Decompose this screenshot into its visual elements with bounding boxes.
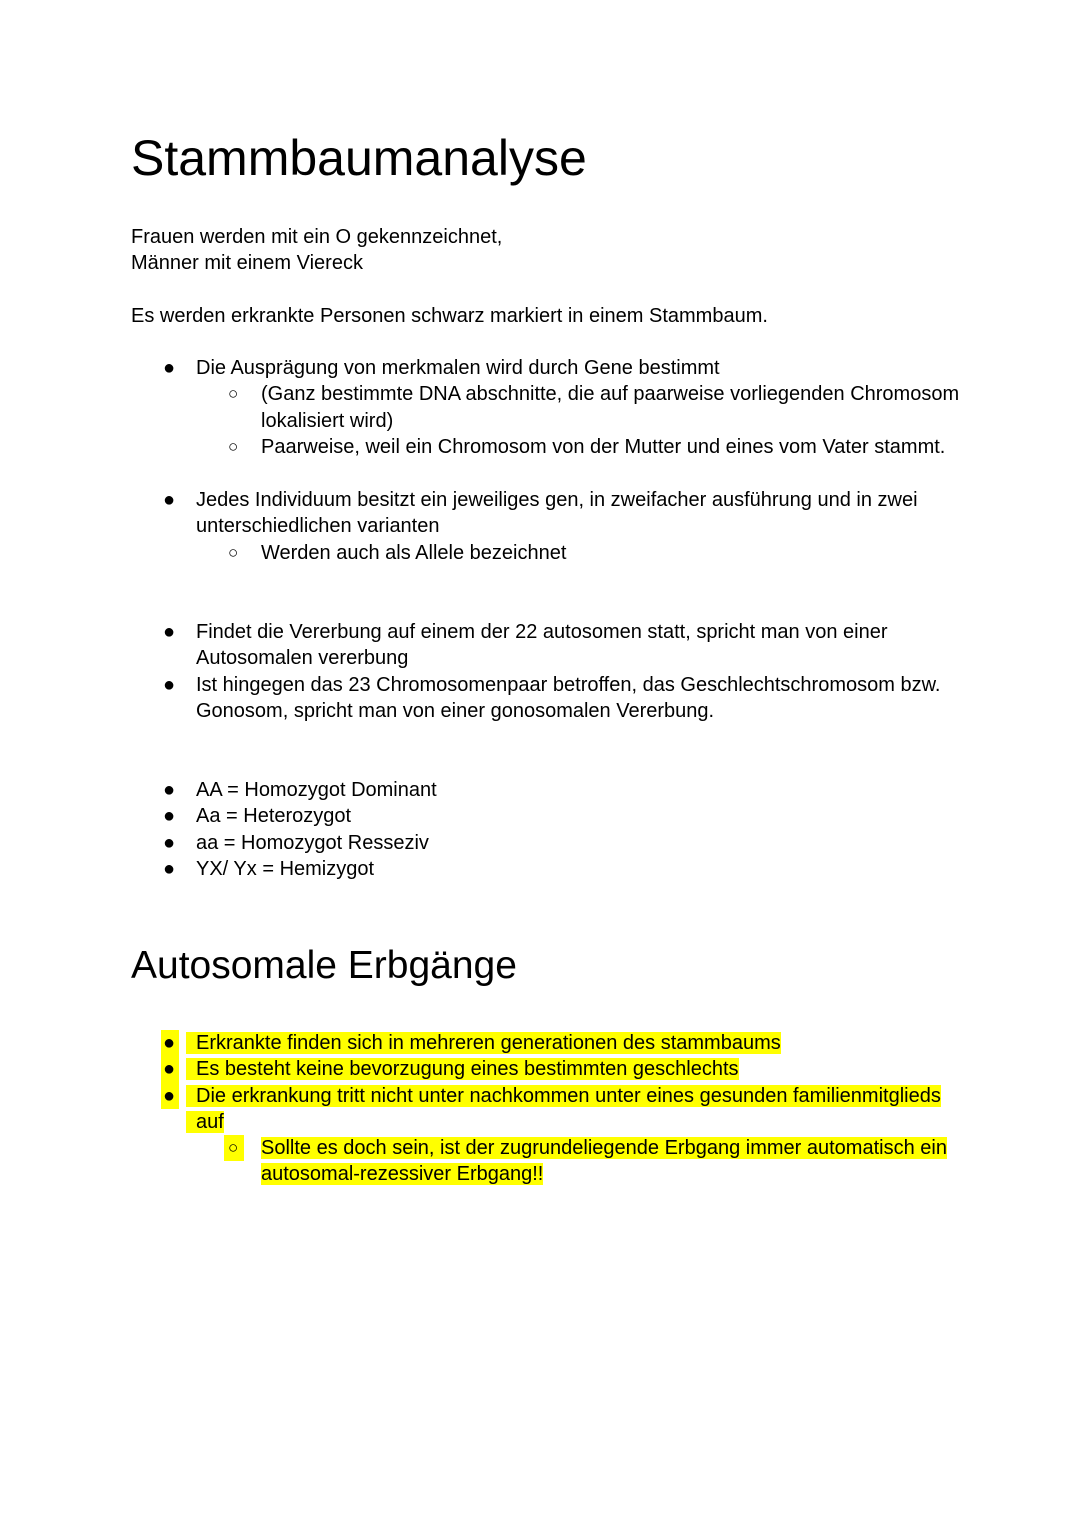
- bullet-icon: ●: [161, 1083, 179, 1109]
- list-item: [131, 355, 961, 460]
- sub-bullet-icon: ○: [224, 1135, 244, 1161]
- intro-line-2: Männer mit einem Viereck: [131, 252, 363, 275]
- list-item: [131, 856, 961, 882]
- inheritance-list: [131, 619, 961, 724]
- list-item-text: Die erkrankung tritt nicht unter nachkommen unter eines gesunden familienmitglieds auf: [186, 1085, 941, 1133]
- list-item-text: Aa = Heterozygot: [196, 805, 352, 828]
- list-item: [131, 1056, 961, 1082]
- intro-paragraph-2: [131, 303, 768, 329]
- sub-list-item: [196, 1135, 961, 1188]
- list-item-text: Jedes Individuum besitzt ein jeweiliges gen, in zweifacher ausführung und in zwei unterschiedlichen varianten: [196, 489, 918, 538]
- bullet-icon: ●: [161, 1056, 179, 1082]
- sub-list-item-text: Sollte es doch sein, ist der zugrundeliegende Erbgang immer automatisch ein autosomal-rezessiver Erbgang!!: [261, 1137, 947, 1186]
- list-item-text: AA = Homozygot Dominant: [196, 779, 437, 801]
- bullet-icon: ●: [163, 831, 176, 854]
- list-item-text: Es besteht keine bevorzugung eines bestimmten geschlechts: [186, 1058, 739, 1080]
- list-item: [131, 777, 961, 803]
- sub-list-item: [196, 381, 961, 434]
- list-item-text: Ist hingegen das 23 Chromosomenpaar betroffen, das Geschlechtschromosom bzw. Gonosom, spricht man von einer gonosomalen Vererbung.: [196, 673, 941, 722]
- bullet-icon: ●: [163, 489, 176, 511]
- list-item-text: aa = Homozygot Resseziv: [196, 831, 429, 854]
- bullet-icon: ●: [163, 357, 176, 379]
- sub-list-item-text: (Ganz bestimmte DNA abschnitte, die auf paarweise vorliegenden Chromosom lokalisiert wird): [261, 383, 960, 432]
- list-item: [131, 830, 961, 856]
- gene-list: [131, 355, 961, 460]
- sub-list-item: [196, 540, 961, 566]
- list-item-text: YX/ Yx = Hemizygot: [196, 857, 375, 880]
- list-item: [131, 619, 961, 672]
- intro-line-1: Frauen werden mit ein O gekennzeichnet,: [131, 226, 503, 248]
- list-item: [131, 672, 961, 725]
- bullet-icon: ●: [163, 805, 176, 828]
- intro-paragraph: [131, 224, 502, 277]
- sub-bullet-icon: ○: [228, 542, 239, 562]
- sub-bullet-icon: ○: [228, 384, 239, 404]
- sub-list-item-text: Paarweise, weil ein Chromosom von der Mutter und eines vom Vater stammt.: [261, 435, 946, 458]
- page-title: Stammbaumanalyse: [131, 130, 587, 186]
- individual-list: [131, 487, 961, 566]
- list-item: [131, 1030, 961, 1056]
- bullet-icon: ●: [161, 1030, 179, 1056]
- list-item-text: Die Ausprägung von merkmalen wird durch Gene bestimmt: [196, 357, 720, 379]
- list-item: [131, 1083, 961, 1188]
- sub-list-item: [196, 434, 961, 460]
- section-heading: Autosomale Erbgänge: [131, 944, 517, 987]
- list-item: [131, 803, 961, 829]
- intro-line-3: Es werden erkrankte Personen schwarz markiert in einem Stammbaum.: [131, 305, 768, 327]
- bullet-icon: ●: [163, 857, 176, 880]
- genotype-list: [131, 777, 961, 882]
- list-item: [131, 487, 961, 566]
- bullet-icon: ●: [163, 621, 176, 643]
- bullet-icon: ●: [163, 673, 176, 696]
- list-item-text: Erkrankte finden sich in mehreren generationen des stammbaums: [186, 1032, 781, 1054]
- bullet-icon: ●: [163, 779, 176, 801]
- list-item-text: Findet die Vererbung auf einem der 22 autosomen statt, spricht man von einer Autosomalen vererbung: [196, 621, 888, 670]
- sub-bullet-icon: ○: [228, 436, 239, 456]
- sub-list-item-text: Werden auch als Allele bezeichnet: [261, 541, 567, 564]
- autosomal-list: [131, 1030, 961, 1188]
